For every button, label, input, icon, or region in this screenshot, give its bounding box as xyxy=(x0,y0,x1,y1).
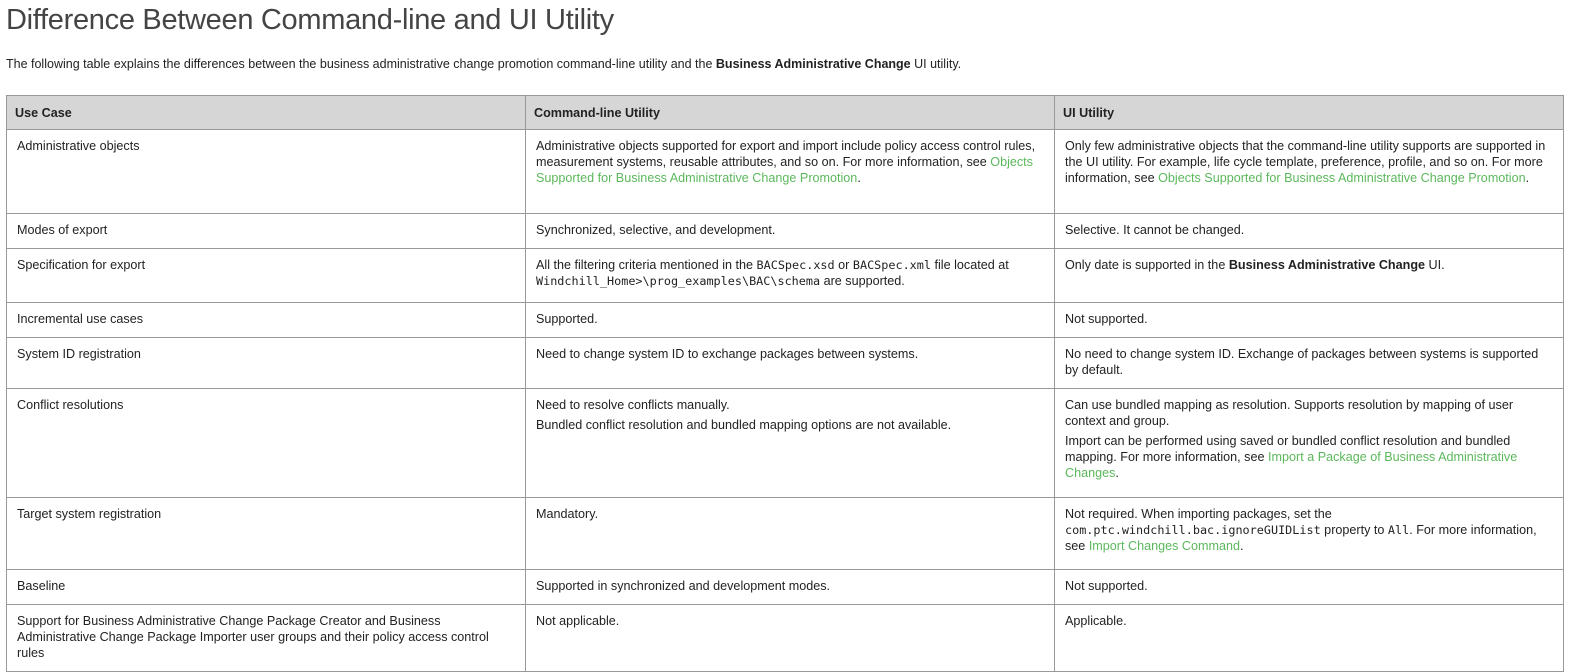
cell-paragraph xyxy=(17,506,515,522)
ui-utility-cell xyxy=(1055,570,1564,605)
text: UI. xyxy=(1425,258,1445,272)
text: UI utility. xyxy=(910,57,962,71)
cell-paragraph xyxy=(1065,433,1553,481)
cell-paragraph xyxy=(536,257,1044,289)
cell-paragraph xyxy=(17,222,515,238)
code-text: BACSpec.xml xyxy=(852,258,931,272)
cell-paragraph xyxy=(17,613,515,661)
use-case-cell xyxy=(7,605,526,672)
text: . xyxy=(1115,466,1119,480)
text: Support for Business Administrative Change Package Creator and Business Administrative Change Package Importer user groups and their policy access control rules xyxy=(17,614,489,660)
ui-utility-cell xyxy=(1055,303,1564,338)
text: Not required. When importing packages, set the xyxy=(1065,507,1332,521)
text: Conflict resolutions xyxy=(17,398,124,412)
text: . For more information, see xyxy=(1065,523,1537,553)
table-row xyxy=(7,605,1564,672)
ui-utility-cell xyxy=(1055,130,1564,214)
doc-link[interactable]: Objects Supported for Business Administrative Change Promotion xyxy=(536,155,1033,185)
cell-paragraph xyxy=(1065,257,1553,273)
text: Need to change system ID to exchange packages between systems. xyxy=(536,347,919,361)
doc-link[interactable]: Import a Package of Business Administrative Changes xyxy=(1065,450,1518,480)
cell-paragraph xyxy=(1065,311,1553,327)
header-command-line-utility: Command-line Utility xyxy=(526,96,1055,130)
cell-paragraph xyxy=(1065,397,1553,429)
use-case-cell xyxy=(7,130,526,214)
use-case-cell xyxy=(7,249,526,303)
cell-paragraph xyxy=(17,138,515,154)
intro-text xyxy=(6,57,961,71)
cell-paragraph xyxy=(536,417,1044,433)
cell-paragraph xyxy=(17,578,515,594)
table-row xyxy=(7,303,1564,338)
use-case-cell xyxy=(7,570,526,605)
text: Need to resolve conflicts manually. xyxy=(536,398,730,412)
code-text: com.ptc.windchill.bac.ignoreGUIDList xyxy=(1065,523,1321,537)
text: . xyxy=(1525,171,1530,185)
text: Only date is supported in the xyxy=(1065,258,1229,272)
cell-paragraph xyxy=(1065,613,1553,629)
text: Import can be performed using saved or bundled conflict resolution and bundled mapping. For more information, see xyxy=(1065,434,1511,464)
cell-paragraph xyxy=(17,346,515,362)
page-title: Difference Between Command-line and UI Utility xyxy=(6,4,614,36)
text: Supported. xyxy=(536,312,598,326)
ui-utility-cell xyxy=(1055,389,1564,498)
header-ui-utility: UI Utility xyxy=(1055,96,1564,130)
text: Baseline xyxy=(17,579,66,593)
command-line-cell xyxy=(526,130,1055,214)
table-row xyxy=(7,130,1564,214)
use-case-cell xyxy=(7,214,526,249)
text: . xyxy=(857,171,861,185)
text: Mandatory. xyxy=(536,507,599,521)
text: Supported in synchronized and development modes. xyxy=(536,579,831,593)
cell-paragraph xyxy=(17,257,515,273)
text: Can use bundled mapping as resolution. Supports resolution by mapping of user context and group. xyxy=(1065,398,1514,428)
table-row xyxy=(7,498,1564,570)
header-use-case: Use Case xyxy=(7,96,526,130)
text: System ID registration xyxy=(17,347,141,361)
use-case-cell xyxy=(7,389,526,498)
bold-text: Business Administrative Change xyxy=(715,57,911,71)
text: All the filtering criteria mentioned in the xyxy=(536,258,757,272)
text: file located at xyxy=(931,258,1009,272)
cell-paragraph xyxy=(536,138,1044,186)
text: Applicable. xyxy=(1065,614,1127,628)
command-line-cell xyxy=(526,249,1055,303)
text: Administrative objects xyxy=(17,139,140,153)
table-header-row xyxy=(7,96,1564,130)
use-case-cell xyxy=(7,303,526,338)
bold-text: Business Administrative Change xyxy=(1228,258,1426,272)
command-line-cell xyxy=(526,605,1055,672)
comparison-table xyxy=(6,95,1564,672)
code-text: All xyxy=(1387,523,1410,537)
command-line-cell xyxy=(526,498,1055,570)
code-text: BACSpec.xsd xyxy=(756,258,835,272)
text: Synchronized, selective, and development. xyxy=(536,223,776,237)
text: Administrative objects supported for export and import include policy access control rules, measurement systems, reusable attributes, and so on. For more information, see xyxy=(536,139,1036,169)
cell-paragraph xyxy=(17,311,515,327)
ui-utility-cell xyxy=(1055,214,1564,249)
table-row xyxy=(7,338,1564,389)
command-line-cell xyxy=(526,338,1055,389)
text: are supported. xyxy=(820,274,905,288)
text: Target system registration xyxy=(17,507,162,521)
command-line-cell xyxy=(526,570,1055,605)
cell-paragraph xyxy=(536,346,1044,362)
text: . xyxy=(1240,539,1244,553)
text: Incremental use cases xyxy=(17,312,143,326)
cell-paragraph xyxy=(536,613,1044,629)
text: or xyxy=(834,258,853,272)
cell-paragraph xyxy=(1065,346,1553,378)
text: Not applicable. xyxy=(536,614,620,628)
table-row xyxy=(7,249,1564,303)
ui-utility-cell xyxy=(1055,605,1564,672)
table-row xyxy=(7,570,1564,605)
table-row xyxy=(7,389,1564,498)
text: Bundled conflict resolution and bundled mapping options are not available. xyxy=(536,418,952,432)
ui-utility-cell xyxy=(1055,249,1564,303)
text: Selective. It cannot be changed. xyxy=(1065,223,1245,237)
cell-paragraph xyxy=(17,397,515,413)
text: Not supported. xyxy=(1065,312,1148,326)
command-line-cell xyxy=(526,214,1055,249)
command-line-cell xyxy=(526,303,1055,338)
use-case-cell xyxy=(7,338,526,389)
text: Not supported. xyxy=(1065,579,1148,593)
doc-link[interactable]: Import Changes Command xyxy=(1088,539,1241,553)
cell-paragraph xyxy=(536,578,1044,594)
text: Specification for export xyxy=(17,258,146,272)
ui-utility-cell xyxy=(1055,498,1564,570)
text: Only few administrative objects that the command-line utility supports are supported in the UI utility. For example, life cycle template, preference, profile, and so on. For more information, see xyxy=(1065,139,1546,185)
text: property to xyxy=(1320,523,1388,537)
doc-link[interactable]: Objects Supported for Business Administrative Change Promotion xyxy=(1158,171,1526,185)
cell-paragraph xyxy=(536,311,1044,327)
cell-paragraph xyxy=(536,506,1044,522)
ui-utility-cell xyxy=(1055,338,1564,389)
table-row xyxy=(7,214,1564,249)
cell-paragraph xyxy=(536,222,1044,238)
text: Modes of export xyxy=(17,223,108,237)
code-text: Windchill_Home>\prog_examples\BAC\schema xyxy=(536,274,821,288)
cell-paragraph xyxy=(1065,222,1553,238)
use-case-cell xyxy=(7,498,526,570)
text: No need to change system ID. Exchange of packages between systems is supported by default. xyxy=(1065,347,1539,377)
cell-paragraph xyxy=(1065,578,1553,594)
command-line-cell xyxy=(526,389,1055,498)
cell-paragraph xyxy=(1065,138,1553,186)
cell-paragraph xyxy=(536,397,1044,413)
cell-paragraph xyxy=(1065,506,1553,554)
text: The following table explains the differences between the business administrative change promotion command-line utility and the xyxy=(6,57,716,71)
